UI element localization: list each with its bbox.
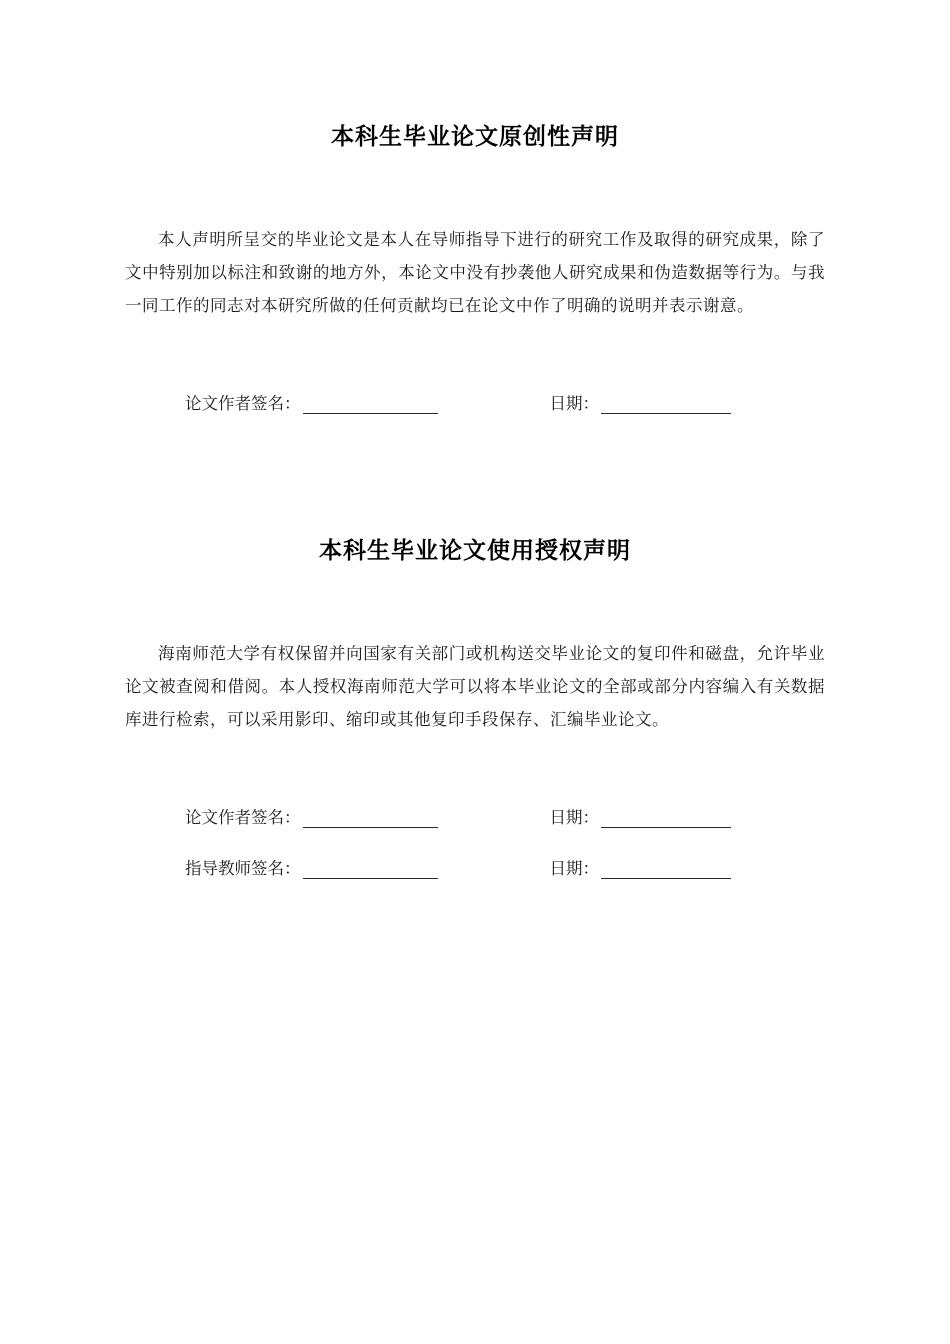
date-group <box>550 804 732 828</box>
author-signature-label: 论文作者签名： <box>185 394 301 413</box>
authorization-declaration-body: 海南师范大学有权保留并向国家有关部门或机构送交毕业论文的复印件和磁盘，允许毕业论文被查阅和借阅。本人授权海南师范大学可以将本毕业论文的全部或部分内容编入有关数据库进行检索，可以采用影印、缩印或其他复印手段保存、汇编毕业论文。 <box>125 644 825 729</box>
date-group <box>550 855 732 879</box>
authorization-advisor-signature-row <box>125 855 825 879</box>
originality-signature-row <box>125 390 825 414</box>
date-blank-line <box>601 393 731 414</box>
date-label: 日期： <box>549 808 599 827</box>
originality-declaration-body: 本人声明所呈交的毕业论文是本人在导师指导下进行的研究工作及取得的研究成果，除了文中特别加以标注和致谢的地方外，本论文中没有抄袭他人研究成果和伪造数据等行为。与我一同工作的同志对本研究所做的任何贡献均已在论文中作了明确的说明并表示谢意。 <box>125 230 825 315</box>
date-label: 日期： <box>549 859 599 878</box>
advisor-signature-blank-line <box>303 858 438 879</box>
author-signature-label: 论文作者签名： <box>185 808 301 827</box>
author-signature-group <box>185 390 438 414</box>
author-signature-blank-line <box>303 393 438 414</box>
advisor-signature-group <box>185 855 438 879</box>
advisor-signature-label: 指导教师签名： <box>185 859 301 878</box>
author-signature-group <box>185 804 438 828</box>
date-blank-line <box>601 807 731 828</box>
date-blank-line <box>601 858 731 879</box>
authorization-author-signature-row <box>125 804 825 828</box>
originality-declaration-title: 本科生毕业论文原创性声明 <box>331 123 619 149</box>
date-group <box>550 390 732 414</box>
author-signature-blank-line <box>303 807 438 828</box>
date-label: 日期： <box>549 394 599 413</box>
authorization-declaration-title: 本科生毕业论文使用授权声明 <box>319 537 631 563</box>
